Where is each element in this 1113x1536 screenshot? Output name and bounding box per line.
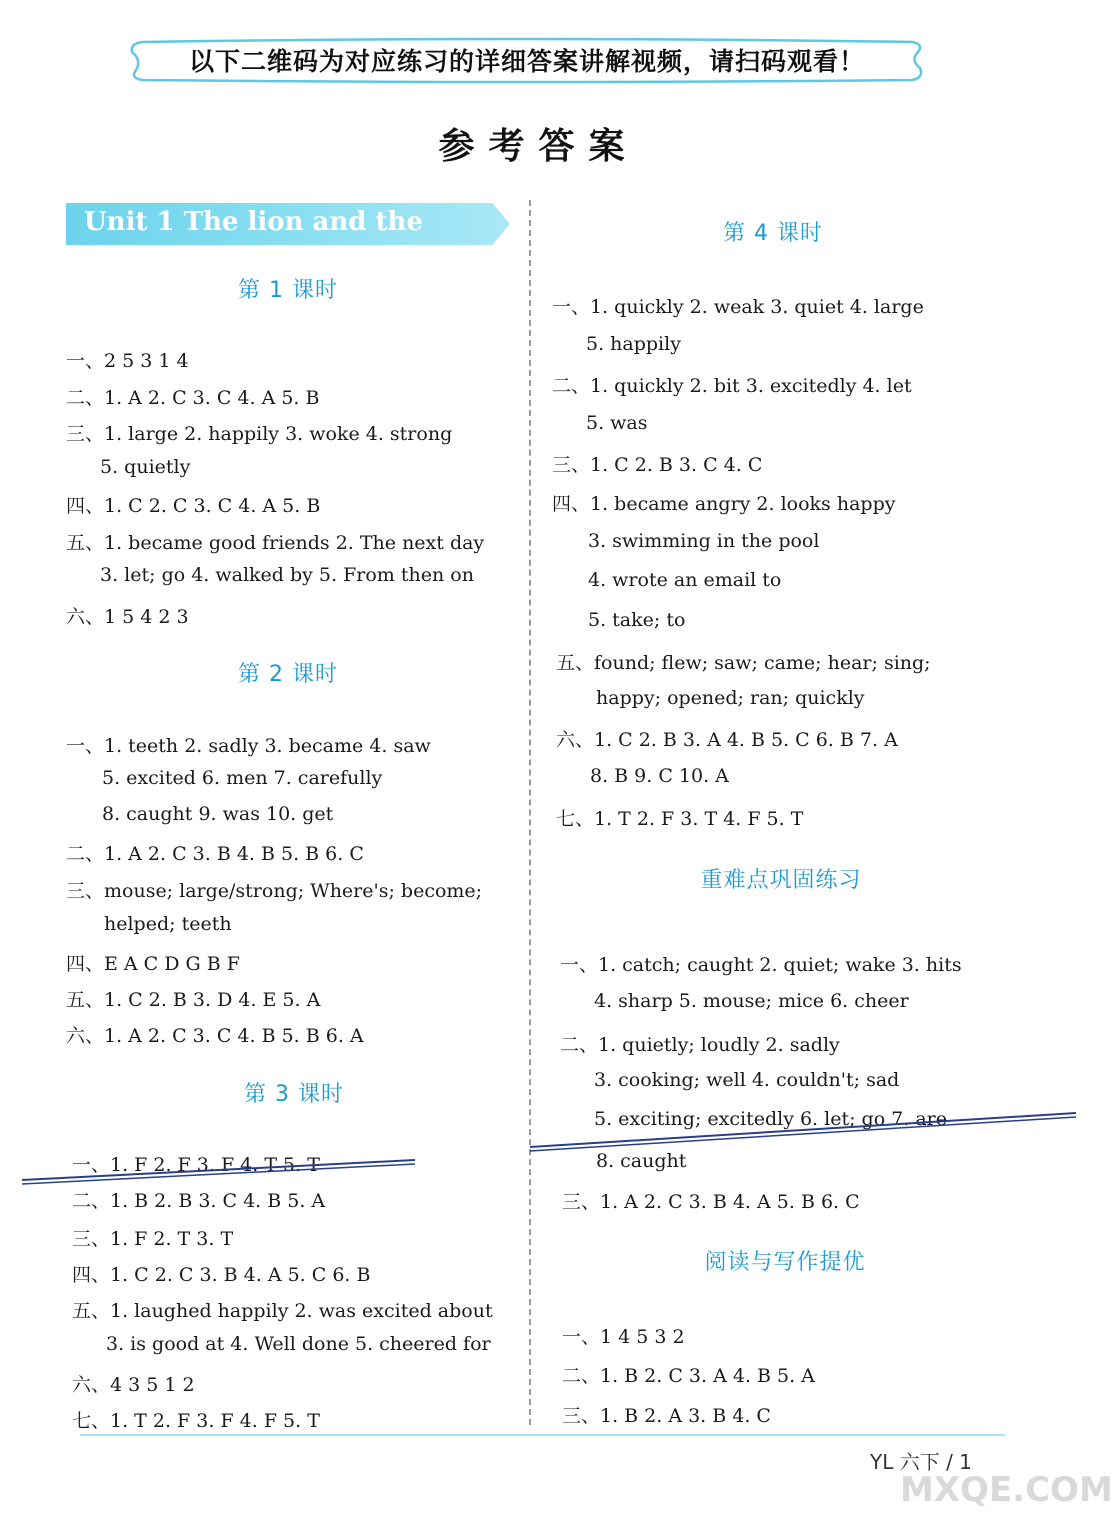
page-title: 参考答案 <box>438 126 639 167</box>
answer-line: 5. was <box>586 412 648 434</box>
answer-line: 七、1. T 2. F 3. F 4. F 5. T <box>72 1410 320 1432</box>
section-title-lesson-4: 第 4 课时 <box>723 221 823 246</box>
answer-line: 一、1 4 5 3 2 <box>562 1326 685 1348</box>
answer-line: 五、found; flew; saw; came; hear; sing; <box>556 652 931 674</box>
answer-line: 一、1. teeth 2. sadly 3. became 4. saw <box>66 735 431 757</box>
answer-line: 一、1. catch; caught 2. quiet; wake 3. hits <box>560 954 962 976</box>
column-divider <box>529 200 531 1425</box>
answer-line: 四、1. C 2. C 3. C 4. A 5. B <box>66 495 321 517</box>
answer-line: 四、E A C D G B F <box>66 953 240 975</box>
answer-line: 8. caught <box>596 1150 687 1172</box>
section-title-lesson-1: 第 1 课时 <box>238 278 338 303</box>
answer-line: 二、1. A 2. C 3. C 4. A 5. B <box>66 387 320 409</box>
answer-line: 3. is good at 4. Well done 5. cheered for <box>106 1333 491 1355</box>
answer-line: 六、1. C 2. B 3. A 4. B 5. C 6. B 7. A <box>556 729 898 751</box>
answer-line: 五、1. laughed happily 2. was excited about <box>72 1300 493 1322</box>
answer-line: 5. excited 6. men 7. carefully <box>102 767 383 789</box>
banner-text: 以下二维码为对应练习的详细答案讲解视频，请扫码观看！ <box>188 47 865 76</box>
answer-line: 二、1. B 2. C 3. A 4. B 5. A <box>562 1365 815 1387</box>
section-title-lesson-2: 第 2 课时 <box>238 662 338 687</box>
answer-line: 8. caught 9. was 10. get <box>102 803 334 825</box>
page-footer: YL 六下 / 1 <box>870 1450 972 1474</box>
answer-line: 三、mouse; large/strong; Where's; become; <box>66 880 483 902</box>
section-title-reading-writing: 阅读与写作提优 <box>704 1250 866 1275</box>
header-banner <box>128 34 926 86</box>
footer-rule <box>80 1434 1005 1436</box>
unit-banner <box>66 203 510 267</box>
answer-line: 二、1. quickly 2. bit 3. excitedly 4. let <box>552 375 912 397</box>
answer-line: 五、1. C 2. B 3. D 4. E 5. A <box>66 989 321 1011</box>
answer-line: 3. let; go 4. walked by 5. From then on <box>100 564 474 586</box>
section-title-lesson-3: 第 3 课时 <box>244 1082 344 1107</box>
answer-line: 4. sharp 5. mouse; mice 6. cheer <box>594 990 909 1012</box>
answer-line: 三、1. A 2. C 3. B 4. A 5. B 6. C <box>562 1191 860 1213</box>
answer-line: 三、1. large 2. happily 3. woke 4. strong <box>66 423 453 445</box>
answer-line: 一、1. F 2. F 3. F 4. T 5. T <box>72 1154 320 1176</box>
answer-line: 三、1. F 2. T 3. T <box>72 1228 234 1250</box>
answer-line: 4. wrote an email to <box>588 569 782 591</box>
answer-line: 一、1. quickly 2. weak 3. quiet 4. large <box>552 296 924 318</box>
answer-line: 5. exciting; excitedly 6. let; go 7. are <box>594 1108 947 1130</box>
pen-scribble-right <box>528 1103 1078 1153</box>
answer-line: 三、1. C 2. B 3. C 4. C <box>552 454 763 476</box>
answer-line: 六、1 5 4 2 3 <box>66 606 189 628</box>
answer-line: 七、1. T 2. F 3. T 4. F 5. T <box>556 808 804 830</box>
section-title-key-practice: 重难点巩固练习 <box>700 868 862 893</box>
answer-line: 8. B 9. C 10. A <box>590 765 729 787</box>
answer-line: 五、1. became good friends 2. The next day <box>66 532 485 554</box>
answer-line: 二、1. quietly; loudly 2. sadly <box>560 1034 840 1056</box>
answer-line: 四、1. became angry 2. looks happy <box>552 493 896 515</box>
answer-line: happy; opened; ran; quickly <box>596 687 865 709</box>
answer-line: 3. swimming in the pool <box>588 530 820 552</box>
answer-line: 六、1. A 2. C 3. C 4. B 5. B 6. A <box>66 1025 364 1047</box>
answer-line: 一、2 5 3 1 4 <box>66 350 189 372</box>
answer-line: 三、1. B 2. A 3. B 4. C <box>562 1405 771 1427</box>
answer-line: 5. quietly <box>100 456 191 478</box>
answer-line: 二、1. A 2. C 3. B 4. B 5. B 6. C <box>66 843 364 865</box>
answer-line: helped; teeth <box>104 913 232 935</box>
answer-line: 3. cooking; well 4. couldn't; sad <box>594 1069 900 1091</box>
answer-line: 六、4 3 5 1 2 <box>72 1374 195 1396</box>
unit-title: Unit 1 The lion and the mouse <box>84 207 423 267</box>
watermark: MXQE.COM <box>900 1470 1113 1510</box>
answer-line: 二、1. B 2. B 3. C 4. B 5. A <box>72 1190 326 1212</box>
answer-line: 四、1. C 2. C 3. B 4. A 5. C 6. B <box>72 1264 371 1286</box>
answer-line: 5. happily <box>586 333 681 355</box>
answer-line: 5. take; to <box>588 609 686 631</box>
pen-scribble-left <box>20 1150 420 1190</box>
